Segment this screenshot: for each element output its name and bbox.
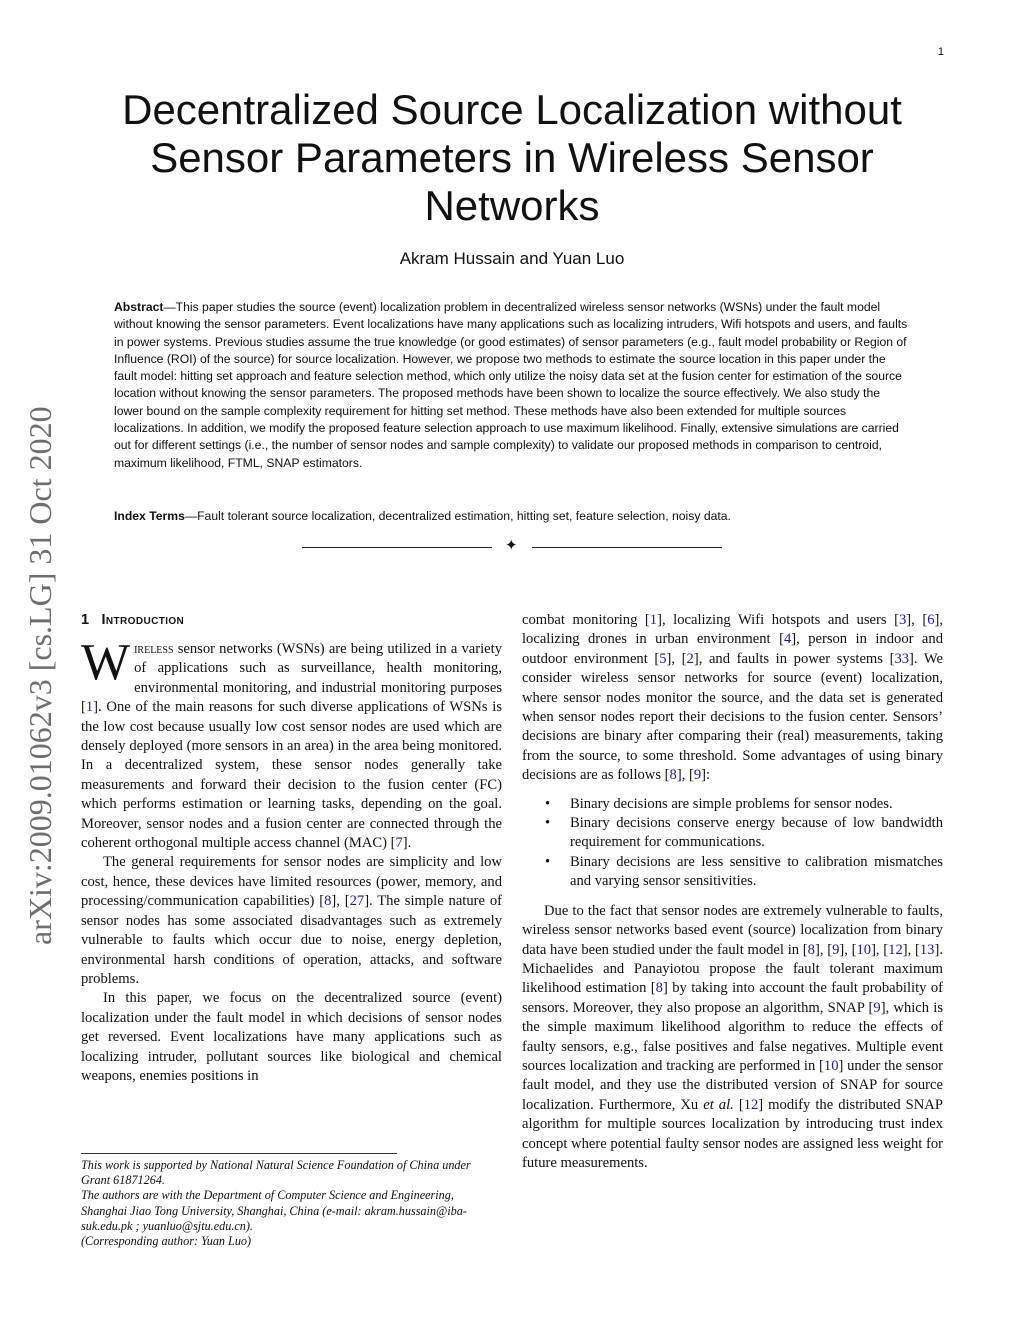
footnote-funding: This work is supported by National Natural Science Foundation of China under Grant 61871264.	[81, 1158, 471, 1188]
citation-link[interactable]: 27	[349, 893, 365, 910]
list-item: • Binary decisions are simple problems for sensor nodes.	[570, 795, 943, 814]
citation-link[interactable]: 7	[395, 835, 403, 852]
citation-link[interactable]: 9	[832, 941, 840, 958]
citation-link[interactable]: 3	[898, 612, 907, 628]
section-divider	[302, 540, 722, 554]
intro-paragraph-1: Wireless sensor networks (WSNs) are being utilized in a variety of applications such as surveillance, health monitoring, environmental monitoring, and industrial monitoring purposes [1]. One of the main reasons for such diverse applications of WSNs is the low cost because usually low cost sensor nodes are used which are densely deployed (more sensors in an area) in the area being monitored. In a decentralized system, these sensor nodes generally take measurements and forward their decision to the fusion center (FC) which performs estimation or learning tasks, depending on the goal. Moreover, sensor nodes and a fusion center are connected through the coherent orthogonal multiple access channel (MAC) [7].	[81, 634, 502, 852]
abstract-label: Abstract	[114, 300, 164, 314]
intro-paragraph-3-continued: combat monitoring [1], localizing Wifi hotspots and users [3], [6], localizing drones in urban environment [4], person in indoor and outdoor environment [5], [2], and faults in power systems [33]. We consider wireless sensor networks for source (event) localization, where sensor nodes monitor the source, and the data set is generated when sensor nodes report their decisions to the fusion center. Sensors’ decisions are binary after comparing their (real) measurements, taking from the source, to some threshold. Some advantages of using binary decisions are as follows [8], [9]:	[522, 612, 943, 784]
left-column	[81, 611, 502, 1086]
citation-link[interactable]: 10	[856, 941, 872, 958]
intro-paragraph-4: Due to the fact that sensor nodes are extremely vulnerable to faults, wireless sensor networks based event (source) localization from binary data have been studied under the fault model in [8], [9], [10], [12], [13]. Michaelides and Panayiotou propose the fault tolerant maximum likelihood estimation [8] by taking into account the fault probability of sensors. Moreover, they also propose an algorithm, SNAP [9], which is the simple maximum likelihood algorithm to reduce the effects of faulty sensors, e.g., false positives and false negatives. Multiple event sources localization and tracking are performed in [10] under the sensor fault model, and they use the distributed version of SNAP for source localization. Furthermore, Xu et al. [12] modify the distributed SNAP algorithm for multiple sources localization by introducing trust index concept where potential faulty sensor nodes are assigned less weight for future measurements.	[522, 902, 943, 1171]
arxiv-identifier-stamp: arXiv:2009.01062v3 [cs.LG] 31 Oct 2020	[22, 406, 58, 945]
citation-link[interactable]: 6	[927, 612, 935, 628]
citation-link[interactable]: 5	[659, 650, 667, 667]
index-terms-label: Index Terms	[114, 509, 185, 523]
page-number: 1	[937, 46, 944, 58]
dropcap-letter: W	[81, 634, 131, 691]
citation-link[interactable]: 10	[823, 1057, 839, 1074]
citation-link[interactable]: 12	[888, 941, 903, 958]
citation-link[interactable]: 9	[693, 767, 702, 784]
footnotes	[81, 1158, 502, 1249]
abstract	[114, 299, 910, 472]
citation-link[interactable]: 1	[85, 699, 94, 716]
bullet-icon: •	[545, 815, 551, 832]
citation-link[interactable]: 8	[807, 941, 815, 958]
footnote-rule	[81, 1153, 397, 1154]
citation-link[interactable]: 12	[743, 1096, 759, 1113]
citation-link[interactable]: 8	[669, 767, 677, 784]
divider-line-right	[532, 547, 722, 548]
index-terms-text: —Fault tolerant source localization, decentralized estimation, hitting set, feature selection, noisy data.	[184, 509, 731, 523]
citation-link[interactable]: 8	[324, 893, 332, 910]
intro-paragraph-3: In this paper, we focus on the decentralized source (event) localization under the fault model in which decisions of sensor nodes get reversed. Event localizations have many applications such as localizing intruder, pollutant sources like biological and chemical weapons, enemies positions in	[81, 990, 502, 1084]
right-column	[522, 611, 943, 1173]
citation-link[interactable]: 8	[655, 980, 663, 997]
divider-line-left	[302, 547, 492, 548]
citation-link[interactable]: 2	[686, 650, 694, 667]
section-heading	[81, 611, 502, 630]
paper-title: Decentralized Source Localization without Sensor Parameters in Wireless Sensor Networks	[122, 86, 902, 229]
citation-link[interactable]: 13	[919, 941, 935, 958]
citation-link[interactable]: 4	[783, 631, 792, 648]
section-title: Introduction	[101, 612, 185, 628]
footnote-corresponding-author: (Corresponding author: Yuan Luo)	[81, 1234, 252, 1249]
footnote-affiliation: The authors are with the Department of Computer Science and Engineering, Shanghai Jiao Tong University, Shanghai, China (e-mail: akram.hussain@iba-suk.edu.pk ; yuanluo@sjtu.edu.cn).	[81, 1188, 467, 1233]
citation-link[interactable]: 9	[873, 999, 881, 1016]
list-item: • Binary decisions are less sensitive to calibration mismatches and varying sensor sensitivities.	[545, 853, 943, 890]
abstract-text: —This paper studies the source (event) localization problem in decentralized wireless sensor networks (WSNs) under the fault model without knowing the sensor parameters. Event localizations have many applications such as localizing intruders, Wifi hotspots and users, and faults in power systems. Previous studies assume the true knowledge (or good estimates) of sensor parameters (e.g., fault model probability or Region of Influence (ROI) of the source) for source localization. However, we propose two methods to estimate the source location in this paper under the fault model: hitting set approach and feature selection method, which only utilize the noisy data set at the fusion center for estimation of the source location without knowing the sensor parameters. The proposed methods have been shown to localize the source effectively. We also study the lower bound on the sample complexity requirement for hitting set method. These methods have also been extended for multiple sources localizations. In addition, we modify the proposed feature selection approach to use maximum likelihood. Finally, extensive simulations are carried out for different settings (i.e., the number of sensor nodes and sample complexity) to validate our proposed methods in comparison to centroid, maximum likelihood, FTML, SNAP estimators.	[114, 300, 908, 470]
intro-paragraph-2: The general requirements for sensor nodes are simplicity and low cost, hence, these devices have limited resources (power, memory, and processing/communication capabilities) [8], [27]. The simple nature of sensor nodes has some associated disadvantages such as extremely vulnerable to faults which occur due to noise, energy depletion, environmental harsh conditions of operation, attacks, and software problems.	[81, 854, 502, 987]
bullet-icon: •	[545, 795, 551, 812]
index-terms	[114, 508, 910, 525]
list-item: • Binary decisions conserve energy because of low bandwidth requirement for communications.	[545, 815, 943, 851]
section-number: 1	[81, 612, 90, 628]
bullet-icon: •	[545, 853, 551, 870]
citation-link[interactable]: 1	[649, 612, 658, 628]
citation-link[interactable]: 33	[894, 650, 910, 667]
divider-diamond-icon: ✦	[505, 538, 518, 554]
author-list: Akram Hussain and Yuan Luo	[399, 249, 625, 268]
binary-decision-benefits-list	[522, 795, 943, 892]
